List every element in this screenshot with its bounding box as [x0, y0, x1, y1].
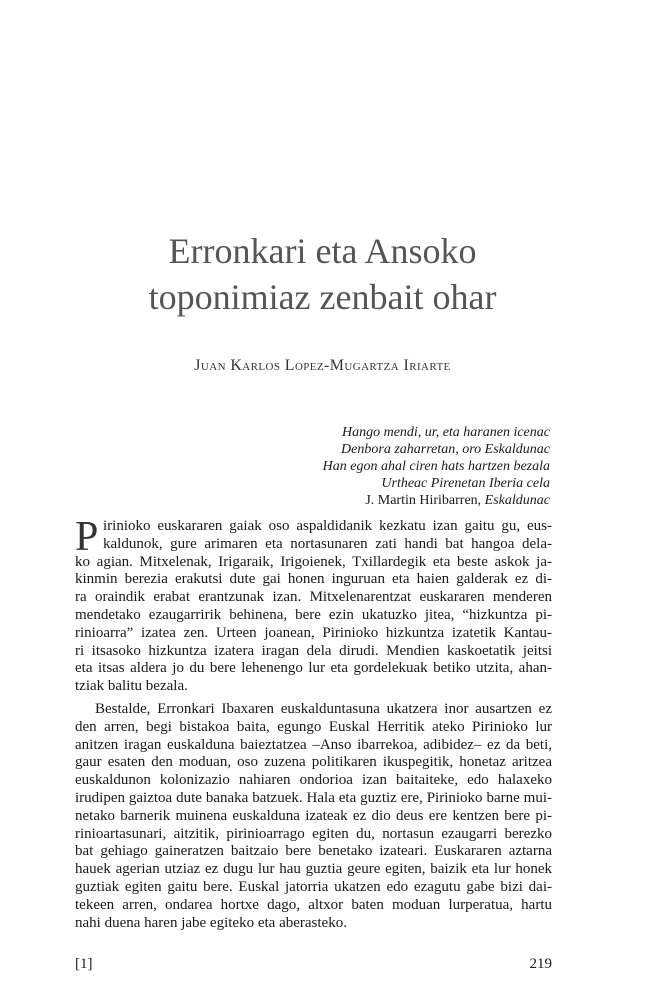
text-line: hauek agerian utziaz ez dugu lur hau guztia geure egiten, baizik eta lur honek	[75, 861, 552, 878]
text-line: ri itsasoko hizkuntza izatera iragan dela dirudi. Mendien kaskoetatik jeitsi	[75, 642, 552, 659]
text-line: tziak balitu bezala.	[75, 678, 188, 695]
text-line: kaldunok, gure arimaren eta nortasunaren zati handi bat hangoa dela-	[103, 535, 552, 552]
paragraph-2	[75, 701, 552, 932]
article-body	[75, 514, 552, 932]
drop-cap: P	[75, 514, 99, 560]
article-title-line-1: Erronkari eta Ansoko	[168, 231, 477, 271]
epigraph-line: Denbora zaharretan, oro Eskaldunac	[341, 442, 550, 457]
article-title	[60, 228, 585, 320]
text-line: kinmin berezia erakutsi dute gai honen inguruan eta haien galderak ez di-	[75, 571, 552, 588]
text-line: nahi duena haren jabe egiteko eta aberasteko.	[75, 914, 347, 931]
text-line: netako barnerik muinena euskalduna izateak ez dio deus ere kentzen bere pi-	[75, 807, 552, 824]
epigraph-attribution-work: Eskaldunac	[484, 493, 550, 508]
text-line: tekeen arren, ondarea hortxe dago, altxor baten moduan lurperatua, hartu	[75, 896, 552, 913]
page-number: 219	[529, 956, 552, 972]
text-line: bat gehiago gaineratzen baitzaio bere benetako izateari. Euskararen aztarna	[75, 843, 552, 860]
article-title-line-2: toponimiaz zenbait ohar	[148, 277, 497, 317]
text-line: rinioartasunari, aitzitik, pirinioarrago egiten du, nortasun ezaugarri berezko	[75, 825, 552, 842]
text-line: eta itsas aldera jo du bere lehenengo lur eta gordelekuak betiko utzita, ahan-	[75, 660, 552, 677]
text-line: ra oraindik erabat erantzunak izan. Mitxelenarentzat euskararen menderen	[75, 589, 552, 606]
epigraph-attribution-author: J. Martin Hiribarren,	[365, 493, 482, 508]
epigraph-line: Hango mendi, ur, eta haranen icenac	[341, 425, 550, 440]
text-line: anitzen iragan euskalduna baieztatzea –Anso ibarrekoa, adibidez– ez da beti,	[75, 736, 552, 753]
text-line: gaur esaten den moduan, oso zuzena politikaren ikuspegitik, honetaz aritzea	[75, 754, 552, 771]
text-line: irinioko euskararen gaiak oso aspaldidanik kezkatu izan gaitu gu, eus-	[103, 518, 552, 534]
author-name: Juan Karlos Lopez-Mugartza Iriarte	[194, 357, 451, 374]
text-line: rinioarra” izatea zen. Urteen joanean, Pirinioko hizkuntza izatetik Kantau-	[75, 624, 552, 641]
text-line: euskaldunon kolonizazio nahiaren ondorioa izan baitaiteke, edo halaxeko	[75, 772, 552, 789]
epigraph	[220, 424, 550, 509]
text-line: den arren, begi bistakoa baita, egungo Euskal Herritik ateko Pirinioko lur	[75, 718, 552, 735]
text-line: mendetako ezaugarririk behinena, bere ezin ukatuzko jitea, “hizkuntza pi-	[75, 606, 552, 623]
text-line: Bestalde, Erronkari Ibaxaren euskalduntasuna ukatzera inor ausartzen ez	[95, 700, 552, 717]
paragraph-1	[75, 514, 552, 696]
text-line: irudipen gaiztoa dute banaka batzuek. Hala eta guztiz ere, Pirinioko barne mui-	[75, 789, 552, 806]
text-line: guztiak egiten gaitu bere. Euskal jatorria ukatzen edo ezagutu gabe bizi dai-	[75, 878, 552, 895]
epigraph-attribution	[220, 492, 550, 509]
text-line: ko agian. Mitxelenak, Irigaraik, Irigoienek, Txillardegik eta beste askok ja-	[75, 553, 552, 570]
footer-section-number: [1]	[75, 956, 93, 972]
epigraph-line: Han egon ahal ciren hats hartzen bezala	[322, 459, 550, 474]
epigraph-line: Urtheac Pirenetan Iberia cela	[381, 476, 550, 491]
